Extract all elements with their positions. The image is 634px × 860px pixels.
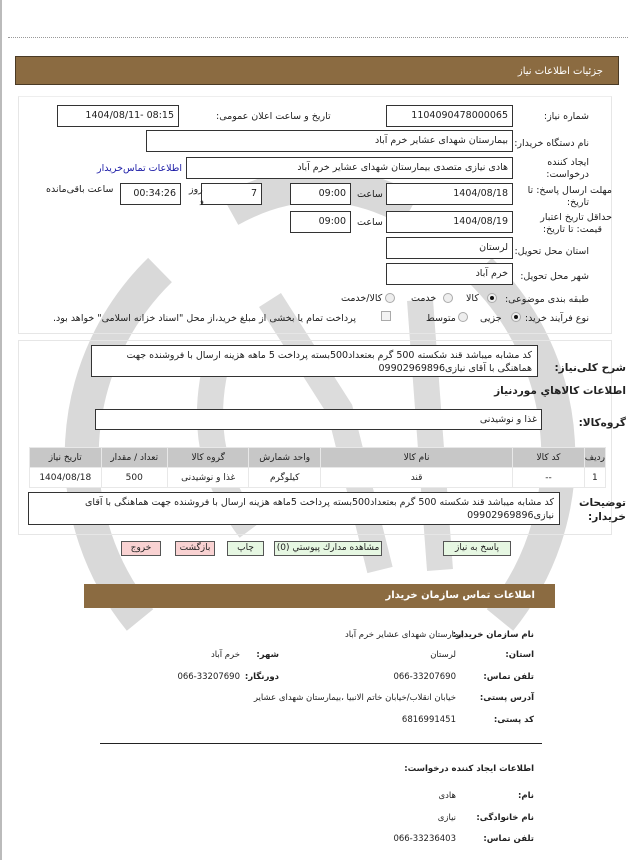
contact-city-value: خرم آباد xyxy=(210,650,240,660)
page-header: جزئیات اطلاعات نیاز xyxy=(15,56,619,85)
respond-button[interactable]: پاسخ به نیاز xyxy=(443,541,511,556)
window-edge xyxy=(0,0,2,860)
buyer-org-field: بیمارستان شهدای عشایر خرم آباد xyxy=(146,130,513,152)
contact-postal-value: 6816991451 xyxy=(401,715,456,725)
remaining-time-field: 00:34:26 xyxy=(120,183,181,205)
buyer-notes-label-2: خریدار: xyxy=(588,511,626,523)
category-radio-service[interactable] xyxy=(443,293,453,303)
contact-org-value: بیمارستان شهدای عشایر خرم آباد xyxy=(345,630,464,640)
process-radio-minor[interactable] xyxy=(511,312,521,322)
creator-last-name-value: نیازی xyxy=(437,813,456,823)
deadline-time-field: 09:00 xyxy=(290,183,351,205)
exit-button[interactable]: خروج xyxy=(121,541,161,556)
contact-province-label: استان: xyxy=(505,650,534,660)
contact-address-label: آدرس پستی: xyxy=(479,693,534,703)
creator-last-name-label: نام خانوادگی: xyxy=(476,813,534,823)
goods-table-header xyxy=(30,448,605,467)
need-number-label: شماره نیاز: xyxy=(543,111,589,122)
col-name: نام کالا xyxy=(321,448,512,467)
contact-city-label: شهر: xyxy=(256,650,279,660)
goods-section-title: اطلاعات کالاهاي موردنیاز xyxy=(494,385,626,397)
category-radio-goods-service[interactable] xyxy=(385,293,395,303)
process-label: نوع فرآیند خرید: xyxy=(524,313,589,324)
cell-date: 1404/08/18 xyxy=(30,468,101,487)
goods-table xyxy=(29,447,606,488)
contact-fax-label: دورنگار: xyxy=(244,672,279,682)
delivery-province-field: لرستان xyxy=(386,237,513,259)
cell-code: -- xyxy=(513,468,583,487)
need-number-field: 1104090478000065 xyxy=(386,105,513,127)
creator-phone-value: 066-33236403 xyxy=(393,834,456,844)
category-option-goods-service: کالا/خدمت xyxy=(341,293,383,304)
contact-divider xyxy=(100,743,542,744)
validity-label: حداقل تاریخ اعتبار xyxy=(540,212,612,223)
view-attachments-button[interactable]: مشاهده مدارك پيوستي (0) xyxy=(274,541,382,556)
buyer-contact-link[interactable]: اطلاعات تماس‌خریدار xyxy=(97,163,182,174)
contact-phone-value: 066-33207690 xyxy=(393,672,456,682)
contact-header: اطلاعات تماس سازمان خریدار xyxy=(84,584,555,608)
col-date: تاریخ نیاز xyxy=(30,448,101,467)
print-button[interactable]: چاپ xyxy=(227,541,264,556)
creator-first-name-label: نام: xyxy=(517,791,534,801)
contact-postal-label: کد پستی: xyxy=(493,715,534,725)
process-radio-medium[interactable] xyxy=(458,312,468,322)
creator-label-2: درخواست: xyxy=(546,169,589,180)
validity-label-2: قیمت: تا تاریخ: xyxy=(542,224,602,235)
days-label: روز xyxy=(189,184,203,195)
remaining-label: ساعت باقی‌مانده xyxy=(46,184,114,195)
treasury-checkbox-label: پرداخت تمام یا بخشی از مبلغ خرید،از محل "اسناد خزانه اسلامی" خواهد بود. xyxy=(53,313,356,324)
deadline-label: مهلت ارسال پاسخ: تا xyxy=(527,185,612,196)
validity-date-field: 1404/08/19 xyxy=(386,211,513,233)
announce-datetime-field: 1404/08/11- 08:15 xyxy=(57,105,179,127)
days-field: 7 xyxy=(201,183,262,205)
creator-field: هادی نیازی متصدی بیمارستان شهدای عشایر خرم آباد xyxy=(186,157,513,179)
col-group: گروه کالا xyxy=(168,448,249,467)
treasury-checkbox[interactable] xyxy=(381,311,391,321)
deadline-date-field: 1404/08/18 xyxy=(386,183,513,205)
creator-label: ایجاد کننده xyxy=(547,157,589,168)
goods-group-field: غذا و نوشیدنی xyxy=(95,409,542,430)
delivery-province-label: استان محل تحویل: xyxy=(514,246,589,257)
category-radio-goods[interactable] xyxy=(487,293,497,303)
cell-unit: کیلوگرم xyxy=(249,468,319,487)
top-divider xyxy=(8,37,628,38)
col-code: کد کالا xyxy=(513,448,583,467)
summary-text: کد مشابه میباشد قند شکسته 500 گرم بعتعداد500بسته پرداخت 5 ماهه هزینه ارسال با فروشنده جهت هماهنگی با آقای نیازی09902969896 xyxy=(91,345,538,377)
category-option-goods: کالا xyxy=(466,293,479,304)
creator-info-title: اطلاعات ایجاد کننده درخواست: xyxy=(404,764,534,774)
category-label: طبقه بندی موضوعی: xyxy=(504,294,589,305)
cell-name: قند xyxy=(321,468,512,487)
delivery-city-field: خرم آباد xyxy=(386,263,513,285)
announce-label: تاریخ و ساعت اعلان عمومی: xyxy=(216,111,331,122)
validity-time-label: ساعت xyxy=(357,217,383,228)
buyer-org-label: نام دستگاه خریدار: xyxy=(514,138,589,149)
and-label: و xyxy=(200,196,204,205)
cell-group: غذا و نوشیدنی xyxy=(168,468,249,487)
col-unit: واحد شمارش xyxy=(249,448,319,467)
process-option-minor: جزیی xyxy=(480,313,502,324)
contact-province-value: لرستان xyxy=(430,650,456,660)
summary-label: شرح کلی‌نیاز: xyxy=(554,362,626,374)
cell-qty: 500 xyxy=(102,468,167,487)
delivery-city-label: شهر محل تحویل: xyxy=(520,271,589,282)
deadline-time-label: ساعت xyxy=(357,189,383,200)
buyer-notes-label: توضیحات xyxy=(578,497,626,509)
col-qty: تعداد / مقدار xyxy=(102,448,167,467)
goods-group-label: گروه‌کالا: xyxy=(578,417,626,429)
deadline-label-2: تاریخ: xyxy=(566,197,589,208)
category-option-service: خدمت xyxy=(411,293,437,304)
contact-org-label: نام سازمان خریدار: xyxy=(452,630,534,640)
creator-first-name-value: هادی xyxy=(438,791,456,801)
validity-time-field: 09:00 xyxy=(290,211,351,233)
contact-phone-label: تلفن تماس: xyxy=(483,672,534,682)
creator-phone-label: تلفن تماس: xyxy=(483,834,534,844)
process-option-medium: متوسط xyxy=(426,313,456,324)
contact-fax-value: 066-33207690 xyxy=(177,672,240,682)
table-row xyxy=(30,468,605,487)
contact-address-value: خیابان انقلاب/خیابان خاتم الانبیا ،بیمارستان شهدای عشایر xyxy=(253,693,456,703)
back-button[interactable]: بازگشت xyxy=(175,541,215,556)
col-row: ردیف xyxy=(585,448,605,467)
cell-row: 1 xyxy=(585,468,605,487)
buyer-notes-text: کد مشابه میباشد قند شکسته 500 گرم بعتعداد500بسته پرداخت 5ماهه هزینه ارسال با فروشنده جهت هماهنگی با آقای نیازی09902969896 xyxy=(28,492,560,525)
